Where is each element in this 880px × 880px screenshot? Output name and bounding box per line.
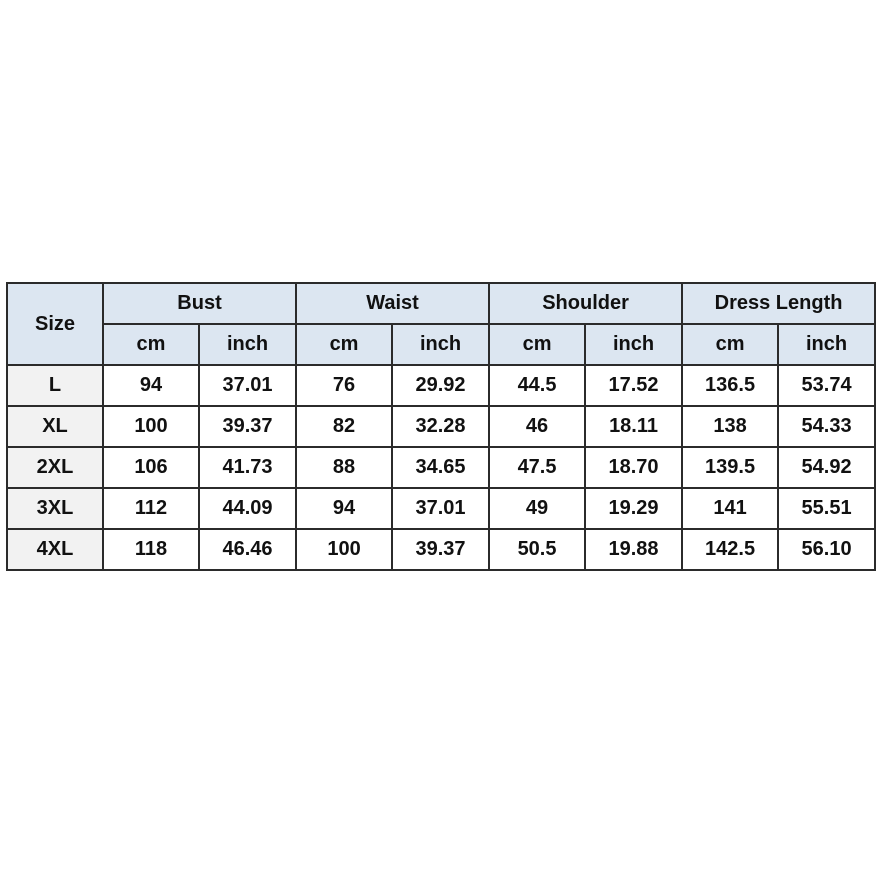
unit-header-row bbox=[7, 324, 875, 365]
group-header-row bbox=[7, 283, 875, 324]
unit-header: inch bbox=[778, 324, 875, 365]
table-cell: 139.5 bbox=[682, 447, 778, 488]
group-header-shoulder: Shoulder bbox=[489, 283, 682, 324]
table-cell: 32.28 bbox=[392, 406, 489, 447]
table-row bbox=[7, 488, 875, 529]
table-cell: 37.01 bbox=[392, 488, 489, 529]
group-header-dress-length: Dress Length bbox=[682, 283, 875, 324]
table-cell: 53.74 bbox=[778, 365, 875, 406]
size-chart-table bbox=[6, 282, 876, 571]
unit-header: inch bbox=[199, 324, 296, 365]
table-cell: 118 bbox=[103, 529, 199, 570]
table-cell: 39.37 bbox=[392, 529, 489, 570]
table-cell: 138 bbox=[682, 406, 778, 447]
table-cell: 34.65 bbox=[392, 447, 489, 488]
unit-header: cm bbox=[489, 324, 585, 365]
table-cell: 76 bbox=[296, 365, 392, 406]
unit-header: inch bbox=[392, 324, 489, 365]
table-cell: 106 bbox=[103, 447, 199, 488]
table-cell: 88 bbox=[296, 447, 392, 488]
table-cell: 29.92 bbox=[392, 365, 489, 406]
table-cell: 17.52 bbox=[585, 365, 682, 406]
table-cell: 44.09 bbox=[199, 488, 296, 529]
table-cell: 49 bbox=[489, 488, 585, 529]
table-cell: 19.88 bbox=[585, 529, 682, 570]
table-cell: 54.92 bbox=[778, 447, 875, 488]
table-cell: 94 bbox=[296, 488, 392, 529]
size-header: Size bbox=[7, 283, 103, 365]
group-header-bust: Bust bbox=[103, 283, 296, 324]
table-cell: 100 bbox=[296, 529, 392, 570]
group-header-waist: Waist bbox=[296, 283, 489, 324]
unit-header: cm bbox=[103, 324, 199, 365]
table-row bbox=[7, 529, 875, 570]
size-label: XL bbox=[7, 406, 103, 447]
table-cell: 39.37 bbox=[199, 406, 296, 447]
unit-header: cm bbox=[296, 324, 392, 365]
table-cell: 56.10 bbox=[778, 529, 875, 570]
table-cell: 46 bbox=[489, 406, 585, 447]
table-cell: 44.5 bbox=[489, 365, 585, 406]
table-cell: 100 bbox=[103, 406, 199, 447]
unit-header: inch bbox=[585, 324, 682, 365]
table-cell: 47.5 bbox=[489, 447, 585, 488]
unit-header: cm bbox=[682, 324, 778, 365]
table-cell: 18.70 bbox=[585, 447, 682, 488]
table-cell: 46.46 bbox=[199, 529, 296, 570]
table-cell: 112 bbox=[103, 488, 199, 529]
table-cell: 94 bbox=[103, 365, 199, 406]
table-row bbox=[7, 365, 875, 406]
table-cell: 50.5 bbox=[489, 529, 585, 570]
size-label: 3XL bbox=[7, 488, 103, 529]
table-cell: 141 bbox=[682, 488, 778, 529]
table-row bbox=[7, 447, 875, 488]
table-cell: 142.5 bbox=[682, 529, 778, 570]
size-label: 4XL bbox=[7, 529, 103, 570]
size-label: L bbox=[7, 365, 103, 406]
table-cell: 41.73 bbox=[199, 447, 296, 488]
table-row bbox=[7, 406, 875, 447]
table-cell: 55.51 bbox=[778, 488, 875, 529]
table-cell: 82 bbox=[296, 406, 392, 447]
table-cell: 18.11 bbox=[585, 406, 682, 447]
table-cell: 54.33 bbox=[778, 406, 875, 447]
size-label: 2XL bbox=[7, 447, 103, 488]
table-cell: 37.01 bbox=[199, 365, 296, 406]
table-cell: 136.5 bbox=[682, 365, 778, 406]
table-cell: 19.29 bbox=[585, 488, 682, 529]
